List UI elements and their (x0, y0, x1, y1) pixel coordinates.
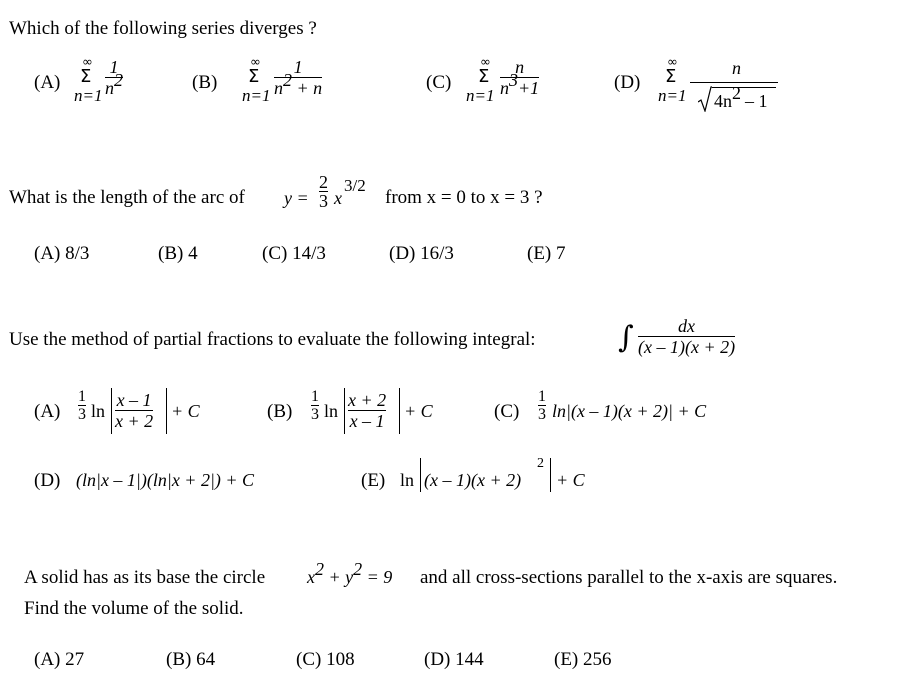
q3-e-exp: 2 (537, 456, 544, 471)
q3-b-frac: x + 2 x – 1 (348, 390, 387, 431)
q2-choice-a[interactable]: (A) 8/3 (34, 243, 90, 264)
q3-d-label: (D) (34, 470, 61, 491)
q1-d-sum-bottom: n=1 (658, 86, 687, 105)
q3-b-abs-left (344, 388, 345, 434)
q1-a-sum-top: ∞ (82, 55, 93, 70)
q3-e-abs-right (550, 458, 551, 492)
q4-line1-a: A solid has as its base the circle (24, 567, 266, 588)
q2-range: from x = 0 to x = 3 ? (385, 187, 543, 208)
q1-b-sigma: Σ (248, 66, 260, 87)
q1-b-fraction (274, 57, 322, 98)
q3-e-tail: + C (556, 470, 585, 490)
q3-b-ln: ln (324, 401, 339, 421)
q1-b-label: (B) (192, 72, 218, 93)
q1-a-sum-bottom: n=1 (74, 86, 103, 105)
q4-choice-d[interactable]: (D) 144 (424, 649, 484, 670)
q3-b-coef: 1 3 (311, 388, 319, 423)
q1-c-num: n (515, 57, 525, 77)
q1-b-den: $n^2 + n$ (274, 70, 323, 98)
q4-line2: Find the volume of the solid. (24, 598, 244, 619)
q1-d-den: $4n^2 - 1$ (714, 83, 768, 111)
q3-b-tail: + C (404, 401, 433, 421)
q3-a-ln: ln (91, 401, 106, 421)
q1-c-den: $n^3+1$ (500, 70, 540, 98)
radical-sign-icon (698, 86, 712, 112)
q4-choice-b[interactable]: (B) 64 (166, 649, 216, 670)
q4-choice-e[interactable]: (E) 256 (554, 649, 612, 670)
q1-prompt: Which of the following series diverges ? (9, 18, 317, 39)
q3-a-tail: + C (171, 401, 200, 421)
q1-c-label: (C) (426, 72, 452, 93)
q1-d-sigma: Σ (665, 66, 677, 87)
q1-a-label: (A) (34, 72, 61, 93)
q2-eq-fraction (319, 173, 328, 210)
q3-e-abs-left (420, 458, 421, 492)
q1-a-sigma: Σ (80, 66, 92, 87)
q1-b-sum-top: ∞ (250, 55, 261, 70)
q4-eq-x: $x^2 + y^2 = 9$ (307, 559, 393, 587)
q4-choice-c[interactable]: (C) 108 (296, 649, 355, 670)
q3-b-label: (B) (267, 401, 293, 422)
q3-int-num: dx (678, 316, 696, 336)
q3-b-abs-right (399, 388, 400, 434)
q1-b-num: 1 (293, 57, 303, 77)
q3-a-frac: x – 1 x + 2 (115, 390, 154, 431)
q3-a-label: (A) (34, 401, 61, 422)
q3-d-expr: (ln|x – 1|)(ln|x + 2|) + C (76, 470, 255, 490)
q1-c-sigma: Σ (478, 66, 490, 87)
q2-eq-var: x (334, 188, 342, 208)
q4-line1-b: and all cross-sections parallel to the x-axis are squares. (420, 567, 838, 588)
q2-choice-b[interactable]: (B) 4 (158, 243, 198, 264)
q2-eq-exp: 3/2 (344, 176, 366, 195)
q1-a-num: 1 (109, 57, 119, 77)
q1-d-label: (D) (614, 72, 641, 93)
q3-e-inner: (x – 1)(x + 2) (424, 470, 522, 490)
q3-integrand (638, 316, 735, 357)
q4-choice-a[interactable]: (A) 27 (34, 649, 85, 670)
q1-a-fraction (105, 57, 123, 98)
q1-d-radical-cover (712, 87, 776, 88)
q2-choice-c[interactable]: (C) 14/3 (262, 243, 326, 264)
q3-c-coef: 1 3 (538, 388, 546, 423)
q1-d-sum-top: ∞ (667, 55, 678, 70)
q2-eq-num: 2 (319, 172, 328, 192)
q1-b-sum-bottom: n=1 (242, 86, 271, 105)
q3-a-abs-right (166, 388, 167, 434)
q1-c-fraction (500, 57, 539, 98)
q1-a-den: $n^2$ (105, 70, 123, 98)
q2-prompt: What is the length of the arc of (9, 187, 245, 208)
q2-choice-e[interactable]: (E) 7 (527, 243, 566, 264)
q3-e-ln: ln (400, 470, 415, 490)
q1-c-sum-top: ∞ (480, 55, 491, 70)
q2-eq-lhs: y = (284, 188, 309, 208)
integral-sign-icon: ∫ (618, 320, 634, 355)
q3-a-coef: 1 3 (78, 388, 86, 423)
q3-prompt: Use the method of partial fractions to evaluate the following integral: (9, 329, 536, 350)
q3-int-den: (x – 1)(x + 2) (638, 337, 736, 357)
q3-a-abs-left (111, 388, 112, 434)
q2-eq-den: 3 (319, 191, 328, 211)
q2-choice-d[interactable]: (D) 16/3 (389, 243, 454, 264)
q3-c-expr: ln|(x – 1)(x + 2)| + C (552, 401, 707, 421)
q3-e-label: (E) (361, 470, 386, 491)
q1-d-num: n (732, 58, 741, 78)
q1-c-sum-bottom: n=1 (466, 86, 495, 105)
q3-c-label: (C) (494, 401, 520, 422)
